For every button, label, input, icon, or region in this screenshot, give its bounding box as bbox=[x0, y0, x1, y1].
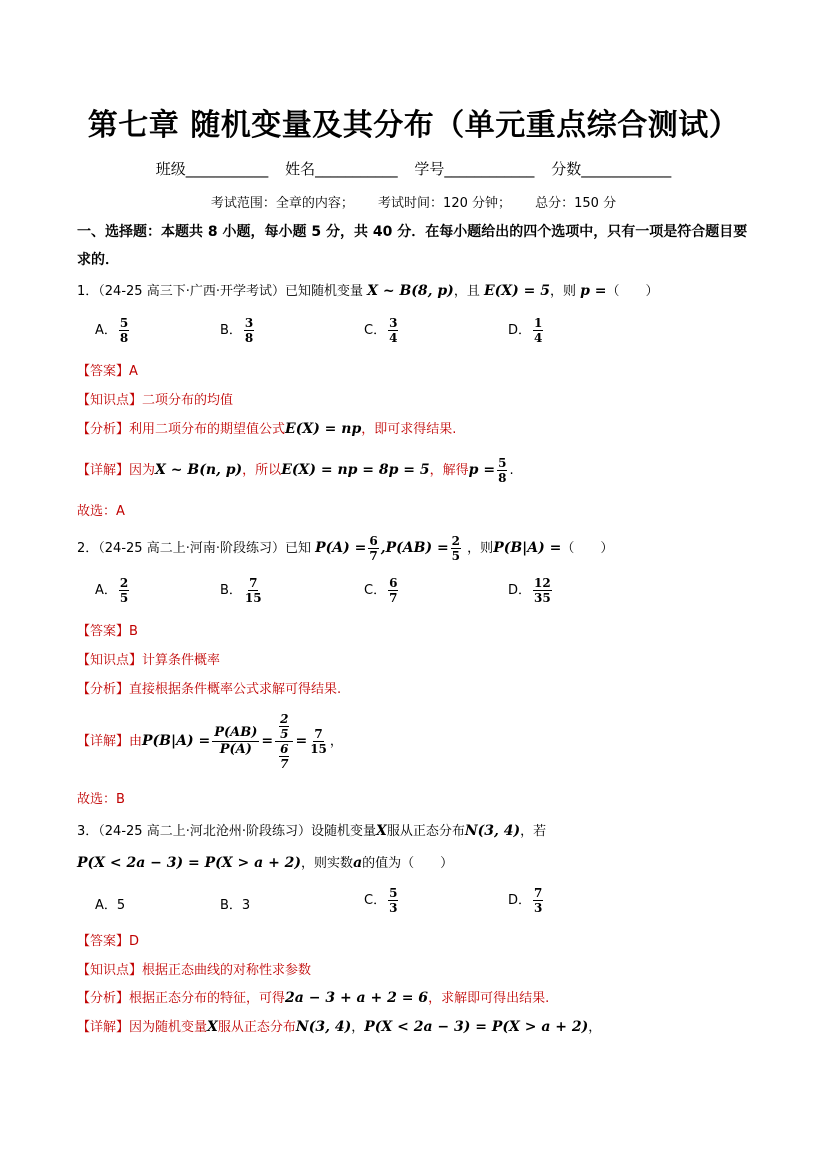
q2-knowledge-point bbox=[77, 649, 220, 668]
q3-number: 3． bbox=[77, 824, 99, 839]
answer-tag: 【答案】 bbox=[77, 934, 130, 949]
q2-option-a bbox=[95, 576, 131, 605]
class-field: 班级___________ bbox=[155, 160, 269, 178]
option-fraction bbox=[388, 316, 398, 345]
denominator: P(A) bbox=[219, 742, 252, 757]
q3-end: 的值为（ ） bbox=[362, 856, 454, 871]
q1-option-b bbox=[220, 316, 256, 345]
option-label: C． bbox=[364, 583, 387, 598]
q1-math-ask: p = bbox=[580, 283, 607, 299]
q1-number: 1． bbox=[77, 284, 99, 299]
q3-math-x: X bbox=[375, 823, 387, 839]
option-fraction bbox=[388, 886, 398, 915]
option-label: C． bbox=[364, 323, 387, 338]
q2-math-pab: P(AB) = bbox=[385, 540, 449, 556]
exam-meta bbox=[0, 192, 827, 211]
q2-detail bbox=[77, 712, 343, 771]
detail-eq: = bbox=[261, 733, 274, 749]
kp-tag: 【知识点】 bbox=[77, 393, 143, 408]
numerator: 6 bbox=[280, 742, 289, 756]
question-3 bbox=[77, 820, 546, 839]
detail-math1: X ~ B(n, p) bbox=[155, 462, 243, 478]
answer-value: B bbox=[129, 624, 138, 639]
detail-text: 因为随机变量 bbox=[129, 1020, 208, 1035]
numerator: 12 bbox=[534, 576, 551, 590]
q3-math-normal: N(3, 4) bbox=[464, 823, 521, 839]
option-label: C． bbox=[364, 893, 387, 908]
q1-math-dist: X ~ B(8, p) bbox=[367, 283, 454, 299]
detail-text2: ，所以 bbox=[242, 463, 282, 478]
name-field: 姓名___________ bbox=[285, 160, 398, 178]
question-3-line-2 bbox=[77, 852, 453, 871]
analysis-text: 利用二项分布的期望值公式 bbox=[129, 422, 286, 437]
question-1 bbox=[77, 280, 659, 299]
option-label: A． bbox=[95, 583, 117, 598]
detail-math2: E(X) = np = 8p = 5 bbox=[281, 462, 430, 478]
q3-detail bbox=[77, 1016, 601, 1035]
compound-numerator bbox=[275, 712, 293, 742]
q1-option-a bbox=[95, 316, 131, 345]
option-fraction bbox=[244, 576, 263, 605]
q1-answer bbox=[77, 360, 138, 379]
denominator: 7 bbox=[280, 757, 289, 771]
numerator: 5 bbox=[498, 456, 507, 470]
q1-knowledge-point bbox=[77, 389, 233, 408]
q3-option-c bbox=[364, 886, 400, 915]
q1-text2: ，则 bbox=[549, 284, 576, 299]
numerator: 7 bbox=[314, 727, 323, 741]
exam-total: 总分：150 分 bbox=[535, 196, 617, 211]
inner-fraction-top bbox=[279, 712, 289, 741]
q2-option-b bbox=[220, 576, 265, 605]
numerator: 5 bbox=[119, 316, 129, 330]
detail-fraction bbox=[497, 456, 507, 485]
q2-analysis bbox=[77, 678, 341, 697]
option-fraction bbox=[533, 316, 543, 345]
q2-end: （ ） bbox=[561, 541, 614, 556]
numerator: 2 bbox=[451, 534, 461, 548]
analysis-tag: 【分析】 bbox=[77, 422, 130, 437]
detail-math1: P(B|A) = bbox=[142, 733, 211, 749]
denominator: 4 bbox=[534, 331, 543, 345]
q3-analysis bbox=[77, 987, 549, 1006]
option-fraction bbox=[533, 576, 552, 605]
denominator: 5 bbox=[451, 549, 461, 563]
detail-sep: ， bbox=[351, 1020, 365, 1035]
q3-option-b: B．3 bbox=[220, 898, 251, 913]
detail-math2: N(3, 4) bbox=[295, 1019, 352, 1035]
student-info-line bbox=[0, 158, 827, 179]
q2-math-ask: P(B|A) = bbox=[493, 540, 562, 556]
detail-tag: 【详解】 bbox=[77, 463, 130, 478]
numerator: 3 bbox=[389, 316, 398, 330]
student-id-field: 学号____________ bbox=[414, 160, 535, 178]
option-label: D． bbox=[508, 323, 532, 338]
denominator: 4 bbox=[389, 331, 398, 345]
detail-tag: 【详解】 bbox=[77, 1020, 130, 1035]
q2-text: ，则 bbox=[467, 541, 494, 556]
q3-text3: ，则实数 bbox=[301, 856, 354, 871]
detail-text3: ，解得 bbox=[429, 463, 469, 478]
option-label: A． bbox=[95, 323, 117, 338]
kp-tag: 【知识点】 bbox=[77, 963, 143, 978]
denominator: 7 bbox=[369, 549, 378, 563]
analysis-math: 2a − 3 + a + 2 = 6 bbox=[285, 990, 429, 1006]
detail-text: 因为 bbox=[129, 463, 156, 478]
q2-number: 2． bbox=[77, 541, 99, 556]
q2-fraction-1 bbox=[368, 534, 378, 563]
numerator: P(AB) bbox=[214, 725, 258, 740]
q1-analysis bbox=[77, 418, 456, 437]
option-fraction bbox=[533, 886, 543, 915]
q3-answer bbox=[77, 930, 139, 949]
numerator: 6 bbox=[369, 534, 378, 548]
answer-value: A bbox=[129, 364, 138, 379]
option-fraction bbox=[119, 316, 129, 345]
q2-math-pa: P(A) = bbox=[315, 540, 367, 556]
q3-knowledge-point bbox=[77, 959, 311, 978]
page-title: 第七章 随机变量及其分布（单元重点综合测试） bbox=[87, 108, 740, 143]
denominator: 15 bbox=[244, 591, 262, 605]
detail-eq2: = bbox=[295, 733, 308, 749]
analysis-text2: ，求解即可得出结果. bbox=[428, 991, 550, 1006]
denominator: 3 bbox=[534, 901, 543, 915]
kp-text: 根据正态曲线的对称性求参数 bbox=[142, 963, 312, 978]
q2-choice: 故选：B bbox=[77, 792, 125, 807]
exam-time: 考试时间：120 分钟； bbox=[378, 196, 511, 211]
q1-stem: （24-25 高三下·广西·开学考试）已知随机变量 bbox=[98, 284, 363, 299]
detail-tag: 【详解】 bbox=[77, 734, 130, 749]
q1-end: （ ） bbox=[606, 284, 659, 299]
detail-end: . bbox=[509, 463, 514, 478]
q2-fraction-2 bbox=[451, 534, 461, 563]
analysis-tag: 【分析】 bbox=[77, 682, 130, 697]
question-2 bbox=[77, 534, 613, 563]
q3-option-d bbox=[508, 886, 545, 915]
q3-text2: ，若 bbox=[520, 824, 547, 839]
analysis-tag: 【分析】 bbox=[77, 991, 130, 1006]
detail-end: ， bbox=[588, 1020, 602, 1035]
detail-text: 由 bbox=[129, 734, 143, 749]
analysis-text2: ，即可求得结果. bbox=[361, 422, 457, 437]
option-label: B． bbox=[220, 583, 242, 598]
q1-detail bbox=[77, 456, 514, 485]
q2-stem: （24-25 高二上·河南·阶段练习）已知 bbox=[98, 541, 311, 556]
denominator: 8 bbox=[498, 471, 507, 485]
q2-option-c bbox=[364, 576, 400, 605]
denominator: 8 bbox=[244, 331, 254, 345]
denominator: 7 bbox=[389, 591, 398, 605]
q2-option-d bbox=[508, 576, 554, 605]
detail-compound-fraction bbox=[275, 712, 293, 771]
detail-math3: p = bbox=[468, 462, 496, 478]
q3-math-cond: P(X < 2a − 3) = P(X > a + 2) bbox=[77, 855, 302, 871]
analysis-text: 根据正态分布的特征，可得 bbox=[129, 991, 286, 1006]
q3-text: 服从正态分布 bbox=[386, 824, 465, 839]
q1-choice: 故选：A bbox=[77, 504, 125, 519]
denominator: 5 bbox=[119, 591, 129, 605]
numerator: 6 bbox=[389, 576, 398, 590]
q1-text: ，且 bbox=[453, 284, 480, 299]
denominator: 5 bbox=[280, 727, 289, 741]
q1-option-d bbox=[508, 316, 545, 345]
kp-text: 计算条件概率 bbox=[142, 653, 221, 668]
numerator: 3 bbox=[244, 316, 254, 330]
answer-value: D bbox=[129, 934, 140, 949]
q1-math-expect: E(X) = 5 bbox=[483, 283, 550, 299]
score-field: 分数____________ bbox=[551, 160, 672, 178]
numerator: 7 bbox=[249, 576, 258, 590]
q1-option-c bbox=[364, 316, 400, 345]
q2-answer bbox=[77, 620, 138, 639]
q3-math-a: a bbox=[353, 855, 363, 871]
q2-sep: , bbox=[380, 540, 386, 556]
detail-math3: P(X < 2a − 3) = P(X > a + 2) bbox=[364, 1019, 589, 1035]
option-label: D． bbox=[508, 583, 532, 598]
exam-scope: 考试范围：全章的内容； bbox=[210, 196, 354, 211]
detail-math1: X bbox=[207, 1019, 218, 1035]
inner-fraction-bottom bbox=[279, 742, 289, 771]
numerator: 2 bbox=[280, 712, 289, 726]
analysis-text: 直接根据条件概率公式求解可得结果. bbox=[129, 682, 342, 697]
numerator: 7 bbox=[534, 886, 543, 900]
numerator: 5 bbox=[389, 886, 398, 900]
option-fraction bbox=[388, 576, 398, 605]
detail-result-fraction bbox=[309, 727, 328, 756]
detail-text2: 服从正态分布 bbox=[217, 1020, 296, 1035]
option-fraction bbox=[244, 316, 254, 345]
numerator: 1 bbox=[534, 316, 543, 330]
denominator: 15 bbox=[310, 742, 327, 756]
denominator: 3 bbox=[389, 901, 398, 915]
denominator: 8 bbox=[119, 331, 129, 345]
kp-tag: 【知识点】 bbox=[77, 653, 143, 668]
section-heading: 一、选择题：本题共 8 小题，每小题 5 分，共 40 分．在每小题给出的四个选项中，只有一项是符合题目要求的． bbox=[77, 224, 748, 268]
compound-denominator bbox=[277, 742, 291, 771]
q3-option-a: A．5 bbox=[95, 898, 126, 913]
q3-stem: （24-25 高二上·河北沧州·阶段练习）设随机变量 bbox=[98, 824, 376, 839]
detail-fraction-main bbox=[212, 725, 259, 758]
option-label: B． bbox=[220, 323, 242, 338]
numerator: 2 bbox=[119, 576, 129, 590]
option-label: D． bbox=[508, 893, 532, 908]
answer-tag: 【答案】 bbox=[77, 624, 130, 639]
kp-text: 二项分布的均值 bbox=[142, 393, 234, 408]
answer-tag: 【答案】 bbox=[77, 364, 130, 379]
detail-end: ， bbox=[329, 734, 343, 749]
option-fraction bbox=[119, 576, 129, 605]
analysis-math: E(X) = np bbox=[285, 421, 362, 437]
denominator: 35 bbox=[534, 591, 551, 605]
